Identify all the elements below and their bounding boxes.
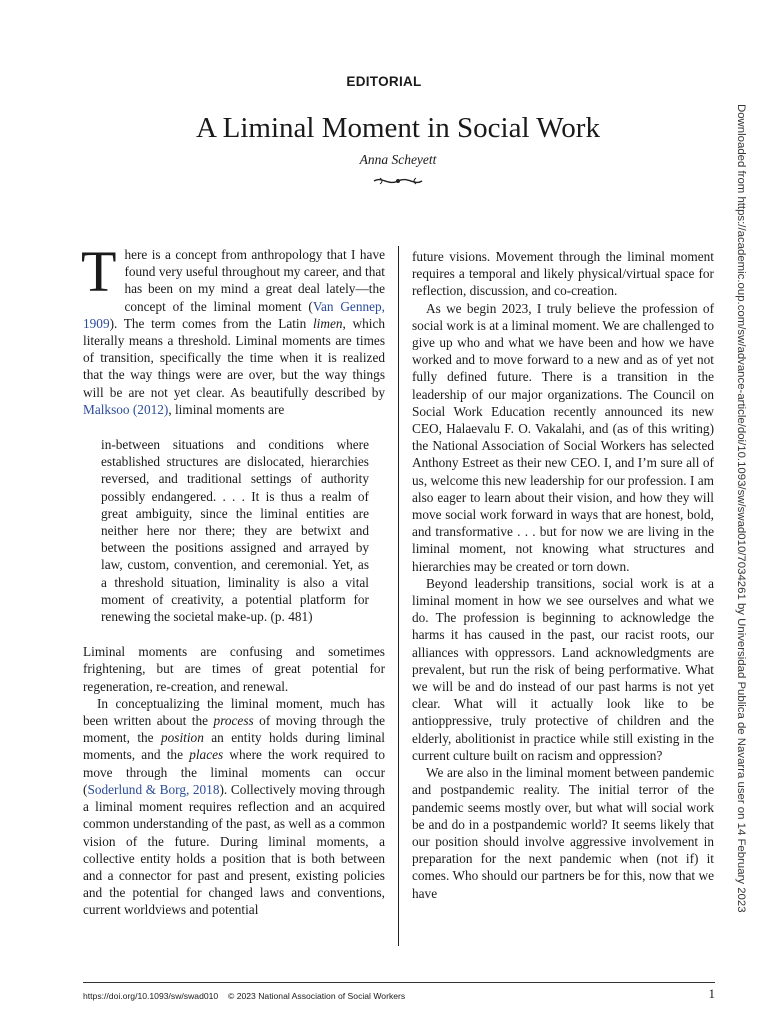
intro-paragraph bbox=[81, 239, 385, 418]
left-column bbox=[81, 239, 386, 919]
ref-van-gennep[interactable]: Van Gennep, 1909 bbox=[83, 298, 385, 331]
p3-text-2: of moving through the moment, the bbox=[83, 713, 385, 746]
author-name: Anna Scheyett bbox=[359, 152, 437, 167]
section-label: EDITORIAL bbox=[346, 74, 422, 89]
p3-text-4: where the work required to move through the liminal moments can occur ( bbox=[83, 747, 385, 797]
right-paragraph-3: Beyond leadership transitions, social work is at a liminal moment in how we see ourselves and what we do. The profession is beginning to acknowledge the harms it has caused in the past, our racist roots, our alliances with oppressors. Land acknowledgments are prevalent, but run the risk of being performative. What we will be and do instead of our past harms is not yet clear. What will it actually look like to be antioppressive, truly protective of children and the elderly, abolitionist in practice while still existing in the current culture built on racism and oppression? bbox=[412, 575, 714, 763]
footer-doi-link[interactable]: https://doi.org/10.1093/sw/swad010 bbox=[83, 991, 219, 1001]
download-notice: Downloaded from https://academic.oup.com/sw/advance-article/doi/10.1093/sw/swad010/7034261 by Universidad Publica de Navarra user on 14 February 2023 bbox=[735, 104, 747, 913]
right-paragraph-1: future visions. Movement through the liminal moment requires a temporal and likely physical/virtual space for reflection, discussion, and co-creation. bbox=[412, 249, 714, 299]
intro-text-3: , which literally means a threshold. Liminal moments are times of transition, specifically the time when it is realized that the way things were are over, but the way things will be are not yet clear. As beautifully described by bbox=[83, 315, 385, 400]
p3-text-1: In conceptualizing the liminal moment, much has been written about the bbox=[83, 695, 385, 729]
paragraph-2: Liminal moments are confusing and sometimes frightening, but are times of great potential for regeneration, re-creation, and renewal. bbox=[83, 644, 385, 694]
intro-text: here is a concept from anthropology that I have found very useful throughout my career, and that has been on my mind a great deal lately—the concept of the liminal moment ( bbox=[124, 247, 385, 314]
article-title: A Liminal Moment in Social Work bbox=[196, 112, 600, 144]
block-quote: in-between situations and conditions where established structures are dislocated, hierarchies reversed, and traditional settings of authority possibly endangered. . . . It is thus a realm of great ambiguity, since the liminal entities are neither here nor there; they are betwixt and between the positions assigned and arrayed by law, custom, convention, and ceremonial. Yet, as a threshold situation, liminality is also a vital moment of creativity, a potential platform for renewing the societal make-up. (p. 481) bbox=[101, 437, 369, 625]
paragraph-3 bbox=[83, 695, 385, 919]
intro-text-4: , liminal moments are bbox=[168, 401, 285, 417]
p3-italic-2: position bbox=[161, 730, 204, 746]
intro-text-2: ). The term comes from the Latin bbox=[109, 315, 313, 331]
ref-soderlund-borg[interactable]: Soderlund & Borg, 2018 bbox=[87, 781, 220, 797]
p3-text-3: an entity holds during liminal moments, and the bbox=[83, 730, 386, 763]
footer-divider bbox=[83, 982, 715, 983]
ornament-icon bbox=[370, 174, 426, 188]
ref-malksoo[interactable]: Malksoo (2012) bbox=[83, 401, 169, 417]
p3-text-5: ). Collectively moving through a liminal moment requires reflection and an acquired common understanding of the past, as well as a common vision of the future. During liminal moments, a collective entity holds a position that is both between and a connector for past and present, existing policies and the potential for changed laws and conventions, current worldviews and potential bbox=[83, 781, 385, 918]
right-paragraph-4: We are also in the liminal moment between pandemic and postpandemic reality. The initial terror of the pandemic seems mostly over, but what will social work be and do in a postpandemic world? It seems likely that our position should involve aggressive involvement in preparation for the next pandemic when (not if) it comes. Who should our partners be for this, now that we have bbox=[412, 765, 714, 901]
p3-italic-1: process bbox=[213, 713, 254, 729]
drop-cap: T bbox=[81, 239, 117, 304]
p3-italic-3: places bbox=[189, 747, 224, 763]
right-column bbox=[412, 248, 714, 902]
intro-italic: limen bbox=[312, 315, 343, 331]
column-divider bbox=[398, 246, 399, 946]
page-number: 1 bbox=[708, 986, 715, 1001]
footer-copyright: © 2023 National Association of Social Workers bbox=[228, 991, 406, 1001]
right-paragraph-2: As we begin 2023, I truly believe the profession of social work is at a liminal moment. We are challenged to give up who and what we have been and how we have worked and to move forward to a new and as of yet not fully defined future. There is a transition in the leadership of our major organizations. The Council on Social Work Education recently announced its new CEO, Halaevalu F. O. Vakalahi, and (as of this writing) the National Association of Social Workers has selected Anthony Estreet as their new CEO. I, and I’m sure all of us, welcome this new leadership for our profession. I am also eager to learn about their vision, and how they will move social work forward in ways that are honest, bold, and transformative . . . but for now we are living in the liminal moment, not knowing what structures and hierarchies may be created or torn down. bbox=[412, 300, 714, 574]
